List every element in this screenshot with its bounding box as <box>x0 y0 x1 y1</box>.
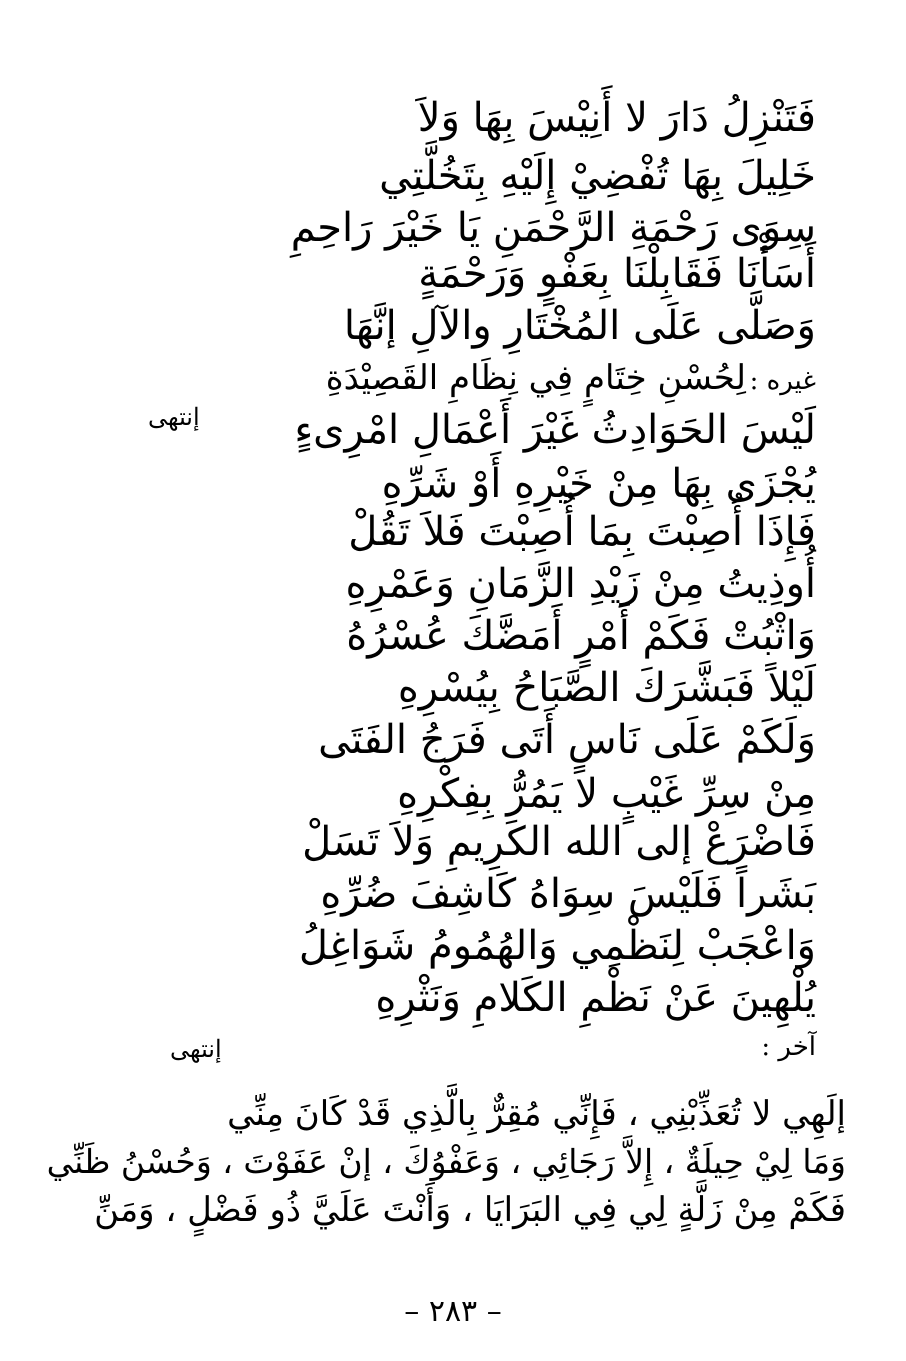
poem2-line-5: وَاثْبُتْ فَكَمْ أَمْرٍ أَمَضَّكَ عُسْرُهُ <box>346 613 816 659</box>
prose-line-3: فَكَمْ مِنْ زَلَّةٍ لِي فِي البَرَايَا ، وَأَنْتَ عَلَيَّ ذُو فَضْلٍ ، وَمَنِّ <box>94 1190 846 1230</box>
poem2-line-3: فَإِذَا أُصِبْتَ بِمَا أُصِبْتَ فَلاَ تَقُلْ <box>348 509 816 555</box>
page-number: – ٢٨٣ – <box>404 1294 502 1329</box>
poem1-line-1: فَتَنْزِلُ دَارَ لا أَنِيْسَ بِهَا وَلاَ <box>417 95 816 141</box>
end-mark-2: إنتهى <box>170 1035 222 1063</box>
poem1-line-5: وَصَلَّى عَلَى المُخْتَارِ والآلِ إنَّهَا <box>343 303 816 349</box>
section3-heading: آخر : <box>761 1032 816 1062</box>
poem2-line-6: لَيْلاً فَبَشَّرَكَ الصَّبَاحُ بِيُسْرِهِ <box>397 665 816 711</box>
poem1-line-2: خَلِيلَ بِهَا تُفْضِيْ إِلَيْهِ بِتَخُلَّتِي <box>379 153 816 199</box>
poem2-line-12: يُلْهِينَ عَنْ نَظْمِ الكَلامِ وَنَثْرِهِ <box>375 975 816 1021</box>
poem2-line-9: فَاضْرَعْ إلى الله الكَرِيمِ وَلاَ تَسَلْ <box>302 819 816 865</box>
end-mark-1: إنتهى <box>148 403 200 431</box>
prose-line-1: إلَهِي لا تُعَذِّبْنِي ، فَإِنِّي مُقِرٌّ بِالَّذِي قَدْ كَانَ مِنِّي <box>227 1094 846 1134</box>
section2-heading: غيره : <box>749 366 816 396</box>
prose-line-2: وَمَا لِيْ حِيلَةٌ ، إِلاَّ رَجَائِي ، وَعَفْوُكَ ، إنْ عَفَوْتَ ، وَحُسْنُ ظَنِّي <box>46 1142 846 1181</box>
poem2-line-7: وَلَكَمْ عَلَى نَاسٍ أَتَى فَرَجُ الفَتَى <box>318 717 816 763</box>
poem2-line-8: مِنْ سِرِّ غَيْبٍ لا يَمُرُّ بِفِكْرِهِ <box>397 771 816 817</box>
poem2-line-4: أُوذِيتُ مِنْ زَيْدِ الزَّمَانِ وَعَمْرِهِ <box>345 561 816 607</box>
poem2-line-10: بَشَراً فَلَيْسَ سِوَاهُ كَاشِفَ ضُرِّهِ <box>320 871 816 917</box>
poem1-line-3: سِوَى رَحْمَةِ الرَّحْمَنِ يَا خَيْرَ رَاحِمِ <box>290 205 816 251</box>
poem2-line-2: يُجْزَى بِهَا مِنْ خَيْرِهِ أَوْ شَرِّهِ <box>381 461 816 507</box>
poem1-line-4: أَسَأْنَا فَقَابِلْنَا بِعَفْوٍ وَرَحْمَةٍ <box>418 251 816 297</box>
poem1-line-6: لِحُسْنِ خِتَامٍ فِي نِظَامِ القَصِيْدَةِ <box>325 358 746 398</box>
poem2-line-11: وَاعْجَبْ لِنَظْمِي وَالهُمُومُ شَوَاغِلُ <box>298 923 816 969</box>
poem2-line-1: لَيْسَ الحَوَادِثُ غَيْرَ أَعْمَالِ امْرِىءٍ <box>294 407 816 453</box>
